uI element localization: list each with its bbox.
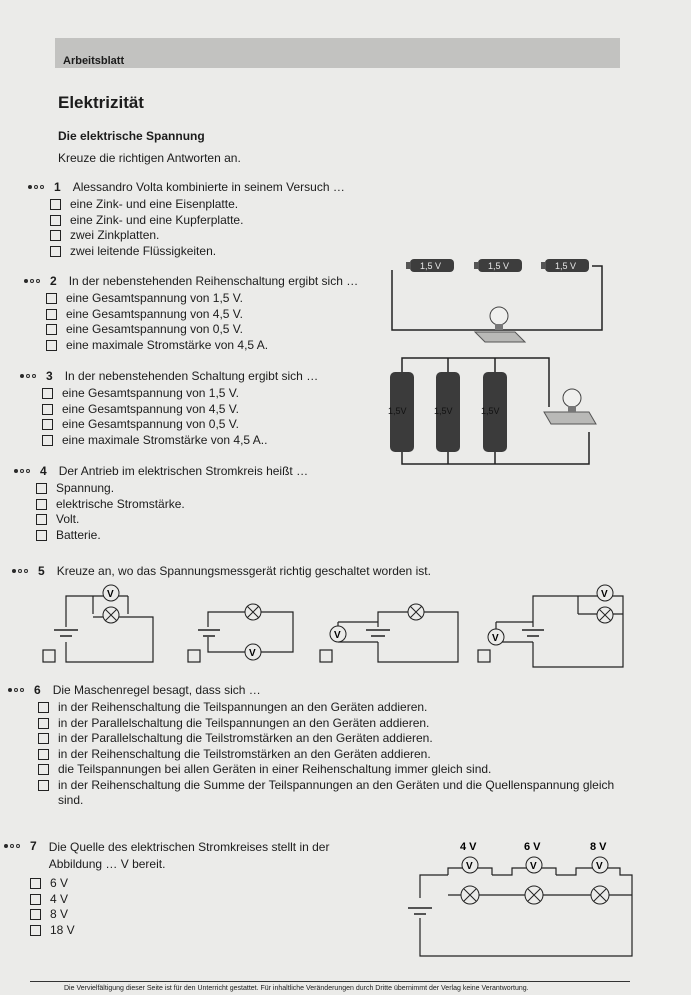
checkbox[interactable] (50, 230, 61, 241)
checkbox[interactable] (30, 894, 41, 905)
svg-text:1,5 V: 1,5 V (420, 261, 442, 271)
header-bar (55, 38, 620, 68)
answer-option[interactable]: eine Gesamtspannung von 1,5 V. (46, 291, 379, 307)
answer-option[interactable]: die Teilspannungen bei allen Geräten in einer Reihenschaltung immer gleich sind. (38, 762, 628, 778)
answer-option[interactable]: elektrische Stromstärke. (36, 497, 364, 513)
svg-text:1,5V: 1,5V (481, 406, 500, 416)
question-2 (24, 274, 379, 353)
footer-note: Die Vervielfältigung dieser Seite ist für den Unterricht gestattet. Für inhaltliche Veränderungen durch Dritte übernimmt der Verlag keine Verantwortung. (64, 985, 529, 992)
checkbox[interactable] (46, 340, 57, 351)
answer-option[interactable]: 4 V (30, 892, 374, 908)
answer-option[interactable]: in der Parallelschaltung die Teilstromstärken an den Geräten addieren. (38, 731, 628, 747)
question-text: Die Quelle des elektrischen Stromkreises stellt in der Abbildung … V bereit. (48, 840, 330, 871)
answer-option[interactable]: zwei Zinkplatten. (50, 228, 368, 244)
answer-option[interactable]: 8 V (30, 907, 374, 923)
checkbox[interactable] (320, 650, 332, 662)
answer-option[interactable]: eine maximale Stromstärke von 4,5 A. (46, 338, 379, 354)
difficulty-dots-icon (8, 688, 24, 692)
checkbox[interactable] (46, 324, 57, 335)
answer-option[interactable]: Batterie. (36, 528, 364, 544)
checkbox[interactable] (46, 293, 57, 304)
question-text: Die Maschenregel besagt, dass sich … (52, 683, 261, 697)
header-label: Arbeitsblatt (63, 55, 125, 67)
instruction: Kreuze die richtigen Antworten an. (58, 151, 241, 165)
checkbox[interactable] (46, 309, 57, 320)
svg-text:V: V (601, 589, 608, 600)
checkbox[interactable] (42, 435, 53, 446)
answer-option[interactable]: in der Reihenschaltung die Summe der Teilspannungen an den Geräten und die Quellenspannung gleich sind. (38, 778, 628, 809)
voltage-label: 4 V (460, 841, 477, 853)
battery-icon (541, 259, 589, 272)
lightbulb-icon (544, 389, 596, 424)
answer-option[interactable]: Spannung. (36, 481, 364, 497)
page-subtitle: Die elektrische Spannung (58, 129, 205, 143)
question-6 (8, 683, 628, 809)
svg-text:1,5V: 1,5V (434, 406, 453, 416)
checkbox[interactable] (38, 764, 49, 775)
series-voltmeter-circuit-figure (400, 838, 640, 958)
checkbox[interactable] (30, 909, 41, 920)
answer-option[interactable]: eine Zink- und eine Kupferplatte. (50, 213, 368, 229)
answer-option[interactable]: eine Zink- und eine Eisenplatte. (50, 197, 368, 213)
checkbox[interactable] (36, 514, 47, 525)
battery-icon (388, 372, 414, 452)
question-number: 1 (54, 180, 61, 194)
answer-option[interactable]: Volt. (36, 512, 364, 528)
battery-icon (406, 259, 454, 272)
checkbox[interactable] (38, 702, 49, 713)
svg-text:V: V (596, 861, 603, 872)
svg-text:V: V (334, 630, 341, 641)
difficulty-dots-icon (24, 279, 40, 283)
question-1 (28, 180, 368, 259)
parallel-circuit-figure (384, 352, 614, 472)
checkbox[interactable] (50, 215, 61, 226)
circuit-option-a (43, 585, 153, 662)
footer-divider (30, 981, 630, 982)
svg-text:V: V (249, 648, 256, 659)
question-number: 5 (38, 564, 45, 578)
svg-text:V: V (492, 633, 499, 644)
checkbox[interactable] (30, 925, 41, 936)
voltage-label: 6 V (524, 841, 541, 853)
difficulty-dots-icon (4, 844, 20, 848)
checkbox[interactable] (38, 718, 49, 729)
checkbox[interactable] (30, 878, 41, 889)
question-text: Der Antrieb im elektrischen Stromkreis heißt … (58, 464, 309, 478)
checkbox[interactable] (42, 388, 53, 399)
question-number: 6 (34, 683, 41, 697)
circuit-option-d (478, 585, 623, 667)
difficulty-dots-icon (12, 569, 28, 573)
checkbox[interactable] (36, 530, 47, 541)
svg-text:V: V (466, 861, 473, 872)
battery-icon (434, 372, 460, 452)
svg-text:V: V (107, 589, 114, 600)
checkbox[interactable] (38, 733, 49, 744)
voltmeter-circuits-figure (38, 582, 628, 672)
answer-option[interactable]: in der Reihenschaltung die Teilstromstärken an den Geräten addieren. (38, 747, 628, 763)
svg-text:1,5 V: 1,5 V (488, 261, 510, 271)
answer-option[interactable]: 6 V (30, 876, 374, 892)
answer-option[interactable]: eine Gesamtspannung von 4,5 V. (42, 402, 360, 418)
svg-text:1,5V: 1,5V (388, 406, 407, 416)
answer-option[interactable]: eine maximale Stromstärke von 4,5 A.. (42, 433, 360, 449)
difficulty-dots-icon (28, 185, 44, 189)
question-number: 4 (40, 464, 47, 478)
answer-option[interactable]: in der Reihenschaltung die Teilspannungen an den Geräten addieren. (38, 700, 628, 716)
question-3 (20, 369, 360, 448)
page-title: Elektrizität (58, 93, 144, 112)
question-text: In der nebenstehenden Reihenschaltung ergibt sich … (68, 274, 359, 288)
checkbox[interactable] (50, 246, 61, 257)
checkbox[interactable] (42, 419, 53, 430)
checkbox[interactable] (188, 650, 200, 662)
checkbox[interactable] (36, 499, 47, 510)
checkbox[interactable] (478, 650, 490, 662)
battery-icon (474, 259, 522, 272)
svg-text:1,5 V: 1,5 V (555, 261, 577, 271)
question-text: Alessandro Volta kombinierte in seinem Versuch … (72, 180, 345, 194)
checkbox[interactable] (42, 404, 53, 415)
answer-option[interactable]: eine Gesamtspannung von 1,5 V. (42, 386, 360, 402)
voltage-label: 8 V (590, 841, 607, 853)
answer-option[interactable]: zwei leitende Flüssigkeiten. (50, 244, 368, 260)
checkbox[interactable] (50, 199, 61, 210)
question-text: In der nebenstehenden Schaltung ergibt sich … (64, 369, 319, 383)
answer-option[interactable]: in der Parallelschaltung die Teilspannungen an den Geräten addieren. (38, 716, 628, 732)
series-circuit-figure (380, 250, 620, 350)
question-text: Kreuze an, wo das Spannungsmessgerät richtig geschaltet worden ist. (56, 564, 431, 578)
checkbox[interactable] (38, 749, 49, 760)
battery-icon (481, 372, 507, 452)
question-5 (12, 564, 492, 578)
answer-option[interactable]: eine Gesamtspannung von 4,5 V. (46, 307, 379, 323)
svg-text:V: V (530, 861, 537, 872)
answer-option[interactable]: eine Gesamtspannung von 0,5 V. (42, 417, 360, 433)
answer-option[interactable]: eine Gesamtspannung von 0,5 V. (46, 322, 379, 338)
checkbox[interactable] (38, 780, 49, 791)
question-number: 7 (30, 839, 37, 853)
answer-option[interactable]: 18 V (30, 923, 374, 939)
difficulty-dots-icon (20, 374, 36, 378)
checkbox[interactable] (36, 483, 47, 494)
circuit-option-b (188, 604, 293, 662)
question-4 (14, 464, 364, 543)
lightbulb-icon (475, 307, 525, 342)
question-number: 2 (50, 274, 57, 288)
question-number: 3 (46, 369, 53, 383)
question-7 (4, 839, 374, 938)
circuit-option-c (320, 604, 458, 662)
difficulty-dots-icon (14, 469, 30, 473)
checkbox[interactable] (43, 650, 55, 662)
